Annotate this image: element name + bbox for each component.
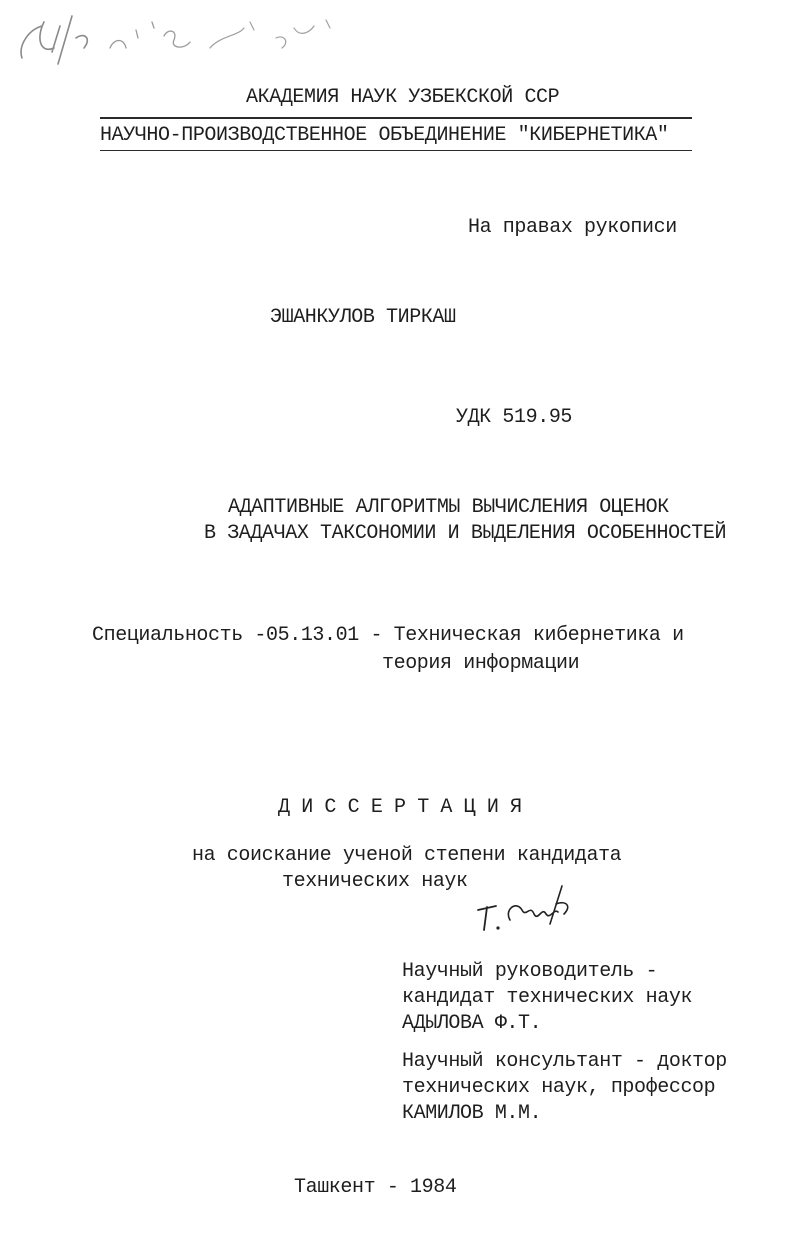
supervisor-line-1: Научный руководитель -	[402, 960, 658, 983]
academy-heading: АКАДЕМИЯ НАУК УЗБЕКСКОЙ ССР	[246, 86, 560, 109]
udc-code: УДК 519.95	[456, 406, 573, 429]
manuscript-note: На правах рукописи	[468, 216, 677, 239]
degree-line-1: на соискание ученой степени кандидата	[192, 844, 622, 867]
supervisor-line-3: АДЫЛОВА Ф.Т.	[402, 1012, 542, 1035]
document-type: Д И С С Е Р Т А Ц И Я	[278, 796, 522, 819]
degree-line-2: технических наук	[282, 870, 468, 893]
handwritten-archive-mark	[14, 8, 354, 70]
consultant-line-2: технических наук, профессор	[402, 1076, 716, 1099]
author-signature	[474, 880, 584, 936]
specialty-line-1: Специальность -05.13.01 - Техническая кибернетика и	[92, 624, 684, 647]
consultant-line-3: КАМИЛОВ М.М.	[402, 1102, 542, 1125]
specialty-line-2: теория информации	[382, 652, 580, 675]
supervisor-line-2: кандидат технических наук	[402, 986, 693, 1009]
heading-rule-lower	[100, 150, 692, 151]
consultant-line-1: Научный консультант - доктор	[402, 1050, 727, 1073]
organization-heading: НАУЧНО-ПРОИЗВОДСТВЕННОЕ ОБЪЕДИНЕНИЕ "КИБЕРНЕТИКА"	[100, 124, 669, 147]
author-name: ЭШАНКУЛОВ ТИРКАШ	[270, 306, 456, 329]
thesis-title-line-1: АДАПТИВНЫЕ АЛГОРИТМЫ ВЫЧИСЛЕНИЯ ОЦЕНОК	[228, 496, 669, 519]
heading-rule-upper	[100, 117, 692, 119]
thesis-title-line-2: В ЗАДАЧАХ ТАКСОНОМИИ И ВЫДЕЛЕНИЯ ОСОБЕННОСТЕЙ	[204, 522, 727, 545]
place-and-year: Ташкент - 1984	[294, 1176, 457, 1199]
